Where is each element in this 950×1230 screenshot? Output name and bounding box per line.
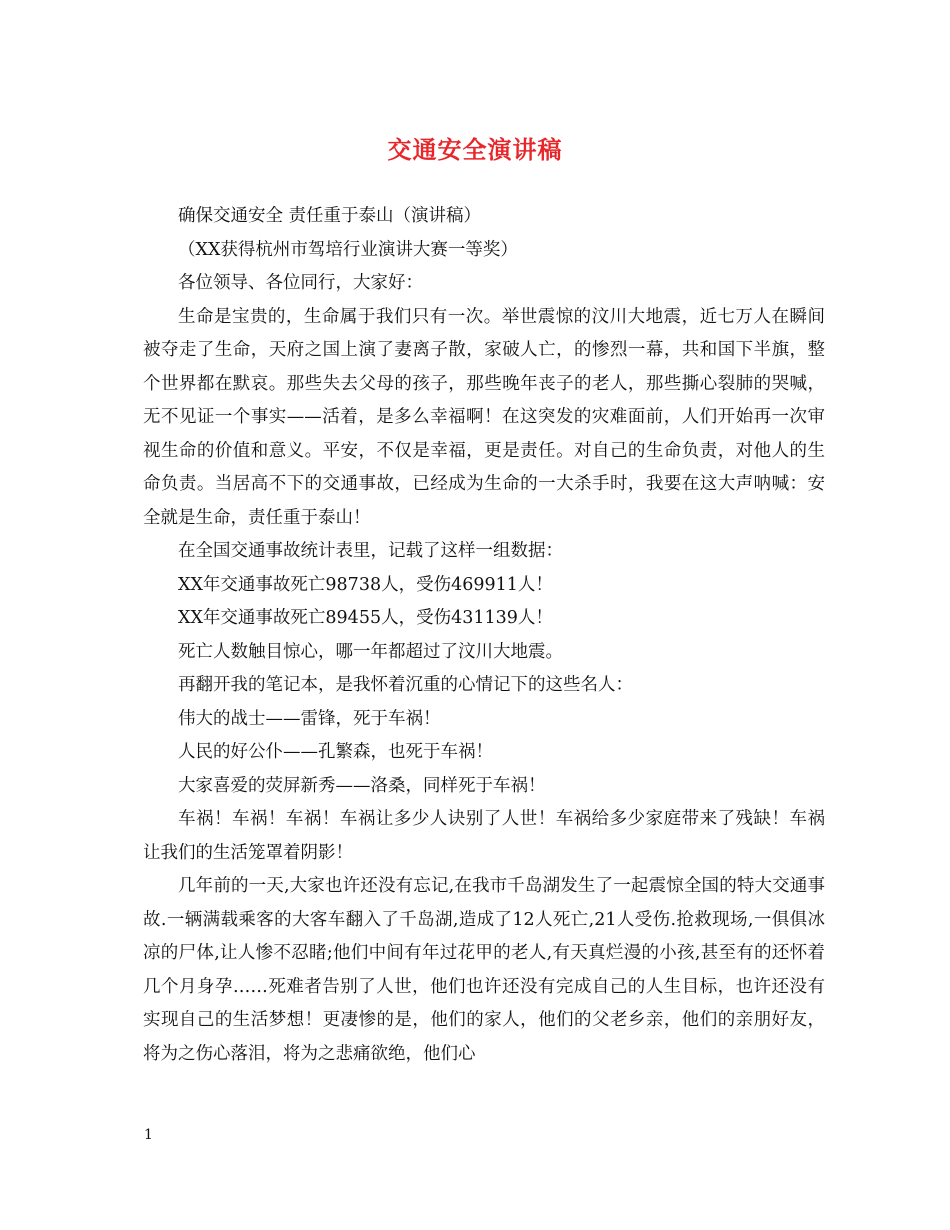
paragraph-award-note: （XX获得杭州市驾培行业演讲大赛一等奖）: [178, 239, 518, 260]
paragraph-body: 死亡人数触目惊心，哪一年都超过了汶川大地震。: [178, 641, 563, 662]
paragraph-subtitle: 确保交通安全 责任重于泰山（演讲稿）: [178, 206, 482, 226]
paragraph-statistic: XX年交通事故死亡98738人，受伤469911人！: [178, 574, 553, 595]
paragraph-name-entry: 伟大的战士——雷锋，死于车祸！: [178, 708, 441, 729]
paragraph-name-entry: 人民的好公仆——孔繁森，也死于车祸！: [178, 742, 493, 762]
paragraph-name-entry: 大家喜爱的荧屏新秀——洛桑，同样死于车祸！: [178, 775, 546, 796]
paragraph-greeting: 各位领导、各位同行，大家好：: [178, 273, 423, 293]
paragraph-body: 再翻开我的笔记本，是我怀着沉重的心情记下的这些名人：: [178, 675, 633, 695]
document-title: 交通安全演讲稿: [387, 135, 563, 164]
page-number: 1: [144, 1127, 153, 1143]
paragraph-body: 车祸！车祸！车祸！车祸让多少人诀别了人世！车祸给多少家庭带来了残缺！车祸让我们的生活笼罩着阴影！: [143, 809, 825, 863]
document-body: [143, 200, 825, 1071]
paragraph-body: 生命是宝贵的，生命属于我们只有一次。举世震惊的汶川大地震，近七万人在瞬间被夺走了生命，天府之国上演了妻离子散，家破人亡，的惨烈一幕，共和国下半旗，整个世界都在默哀。那些失去父母的孩子，那些晚年丧子的老人，那些撕心裂肺的哭喊，无不见证一个事实——活着，是多么幸福啊！在这突发的灾难面前，人们开始再一次审视生命的价值和意义。平安，不仅是幸福，更是责任。对自己的生命负责，对他人的生命负责。当居高不下的交通事故，已经成为生命的一大杀手时，我要在这大声呐喊：安全就是生命，责任重于泰山！: [143, 306, 825, 528]
paragraph-statistic: XX年交通事故死亡89455人，受伤431139人！: [178, 608, 553, 628]
paragraph-body: 在全国交通事故统计表里，记载了这样一组数据：: [178, 541, 563, 561]
paragraph-body: 几年前的一天,大家也许还没有忘记,在我市千岛湖发生了一起震惊全国的特大交通事故.一辆满载乘客的大客车翻入了千岛湖,造成了12人死亡,21人受伤.抢救现场,一俱俱冰凉的尸体,让人惨不忍睹;他们中间有年过花甲的老人,有天真烂漫的小孩,甚至有的还怀着几个月身孕……死难者告别了人世，他们也许还没有完成自己的人生目标，也许还没有实现自己的生活梦想！更凄惨的是，他们的家人，他们的父老乡亲，他们的亲朋好友，将为之伤心落泪，将为之悲痛欲绝，他们心: [143, 876, 825, 1064]
